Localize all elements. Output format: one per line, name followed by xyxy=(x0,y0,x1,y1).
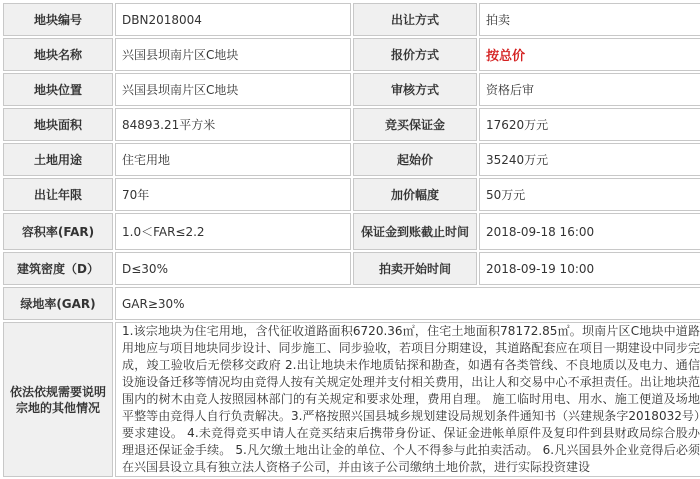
land-use-value: 住宅用地 xyxy=(115,143,351,176)
deposit-deadline-value: 2018-09-18 16:00 xyxy=(479,213,700,250)
parcel-location-value: 兴国县坝南片区C地块 xyxy=(115,73,351,106)
parcel-area-label: 地块面积 xyxy=(3,108,113,141)
table-row xyxy=(3,213,700,250)
table-row xyxy=(3,108,700,141)
far-label: 容积率(FAR) xyxy=(3,213,113,250)
deposit-deadline-label: 保证金到账截止时间 xyxy=(353,213,477,250)
review-method-value: 资格后审 xyxy=(479,73,700,106)
parcel-location-label: 地块位置 xyxy=(3,73,113,106)
far-value: 1.0＜FAR≤2.2 xyxy=(115,213,351,250)
other-notes-label: 依法依规需要说明宗地的其他情况 xyxy=(3,322,113,477)
land-use-label: 土地用途 xyxy=(3,143,113,176)
building-density-value: D≤30% xyxy=(115,252,351,285)
auction-start-label: 拍卖开始时间 xyxy=(353,252,477,285)
parcel-area-value: 84893.21平方米 xyxy=(115,108,351,141)
land-info-table xyxy=(1,1,700,479)
parcel-id-value: DBN2018004 xyxy=(115,3,351,36)
quote-method-label: 报价方式 xyxy=(353,38,477,71)
lease-term-value: 70年 xyxy=(115,178,351,211)
review-method-label: 审核方式 xyxy=(353,73,477,106)
transfer-method-value: 拍卖 xyxy=(479,3,700,36)
deposit-value: 17620万元 xyxy=(479,108,700,141)
parcel-name-label: 地块名称 xyxy=(3,38,113,71)
transfer-method-label: 出让方式 xyxy=(353,3,477,36)
lease-term-label: 出让年限 xyxy=(3,178,113,211)
bid-increment-value: 50万元 xyxy=(479,178,700,211)
parcel-name-value: 兴国县坝南片区C地块 xyxy=(115,38,351,71)
table-row xyxy=(3,287,700,320)
green-ratio-label: 绿地率(GAR) xyxy=(3,287,113,320)
table-row xyxy=(3,322,700,477)
table-row xyxy=(3,178,700,211)
quote-method-value: 按总价 xyxy=(479,38,700,71)
bid-increment-label: 加价幅度 xyxy=(353,178,477,211)
green-ratio-value: GAR≥30% xyxy=(115,287,700,320)
parcel-id-label: 地块编号 xyxy=(3,3,113,36)
deposit-label: 竞买保证金 xyxy=(353,108,477,141)
auction-start-value: 2018-09-19 10:00 xyxy=(479,252,700,285)
starting-price-label: 起始价 xyxy=(353,143,477,176)
table-row xyxy=(3,143,700,176)
table-row xyxy=(3,73,700,106)
table-row xyxy=(3,38,700,71)
table-row xyxy=(3,252,700,285)
building-density-label: 建筑密度（D） xyxy=(3,252,113,285)
starting-price-value: 35240万元 xyxy=(479,143,700,176)
table-row xyxy=(3,3,700,36)
other-notes-text: 1.该宗地块为住宅用地，含代征收道路面积6720.36㎡，住宅土地面积78172.85㎡。坝南片区C地块中道路用地应与项目地块同步设计、同步施工、同步验收，若项目分期建设，其道路配套应在项目一期建设中同步完成，竣工验收后无偿移交政府 2.出让地块未作地质钻探和勘查，如遇有各类管线、不良地质以及电力、通信设施设备迁移等情况均由竞得人按有关规定处理并支付相关费用，出让人和交易中心不承担责任。出让地块范围内的树木由竞人按照园林部门的有关规定和要求处理，费用自理。 施工临时用电、用水、施工便道及场地平整等由竞得人自行负责解决。3.严格按照兴国县城乡规划建设局规划条件通知书（兴建规条字2018032号）要求建设。 4.未竞得竞买申请人在竞买结束后携带身份证、保证金进帐单原件及复印件到县财政局综合股办理退还保证金手续。 5.凡欠缴土地出让金的单位、个人不得参与此拍卖活动。 6.凡兴国县外企业竞得后必须在兴国县设立具有独立法人资格子公司，并由该子公司缴纳土地价款，进行实际投资建设 xyxy=(115,322,700,477)
